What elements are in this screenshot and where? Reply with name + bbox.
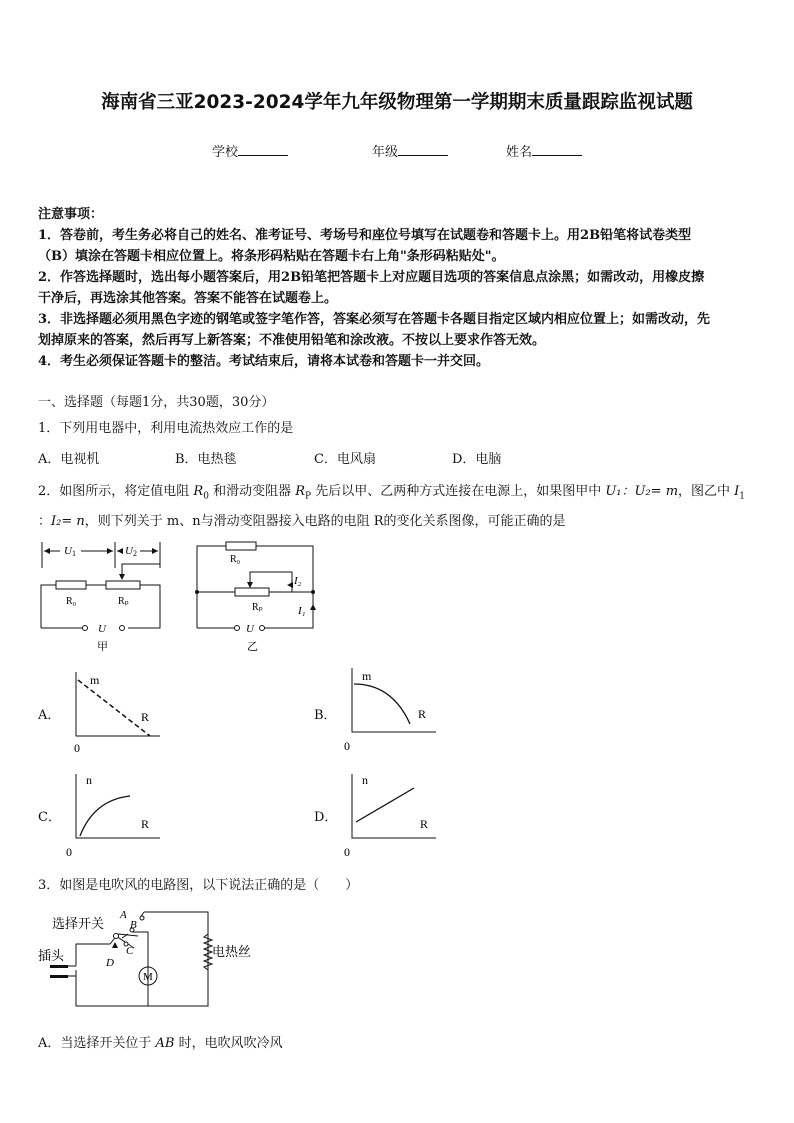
svg-text:U: U [246,623,254,635]
svg-text:选择开关: 选择开关 [52,916,105,931]
notice-line: 3．非选择题必须用黑色字迹的钢笔或签字笔作答，答案必须写在答题卡各题目指定区域内相应位置上；如需改动，先 [38,312,711,327]
question-3-stem: 3．如图是电吹风的电路图，以下说法正确的是（ ） [38,878,359,893]
svg-text:R: R [418,707,427,721]
svg-text:U: U [125,545,133,557]
svg-text:I₂: I₂ [294,575,302,587]
svg-text:1: 1 [72,549,76,558]
svg-text:m: m [362,669,372,683]
svg-text:R₀: R₀ [230,554,241,565]
svg-text:I₁: I₁ [298,605,306,617]
graph-c [64,770,174,858]
svg-text:U: U [98,623,106,635]
school-field: 学校 [212,141,288,160]
q2-option-d: D． [314,810,338,825]
svg-text:n: n [86,773,92,787]
q2-option-b: B． [314,708,337,723]
q2-option-c: C． [38,810,61,825]
q1-option-a: A．电视机 [38,452,100,467]
svg-text:Rₚ: Rₚ [252,602,263,613]
section-heading: 一、选择题（每题1分，共30题，30分） [38,395,275,410]
svg-text:U: U [64,545,72,557]
name-field: 姓名 [506,141,582,160]
svg-text:电热丝: 电热丝 [212,944,252,959]
grade-field: 年级 [372,141,448,160]
svg-text:m: m [90,673,100,687]
circuit-diagram-yi [190,538,320,656]
svg-text:A: A [120,909,127,921]
svg-text:M: M [143,971,153,983]
question-2-line2: ：I₂= n，则下列关于 m、n与滑动变阻器接入电路的电阻 R的变化关系图像，可能正确的是 [38,514,566,529]
svg-text:R: R [420,817,429,831]
question-2-line1: 2．如图所示，将定值电阻 $R_0$ 和滑动变阻器 $R_P$ 先后以甲、乙两种方式连接在电源上，如果图甲中 U₁：U₂= m，图乙中 $I_1$ [38,484,746,502]
notice-line: 干净后，再选涂其他答案。答案不能答在试题卷上。 [38,291,338,306]
q1-option-b: B．电热毯 [175,452,237,467]
hair-dryer-circuit [36,904,276,1016]
svg-text:R: R [141,710,150,724]
svg-text:D: D [106,957,114,969]
svg-text:插头: 插头 [38,948,65,963]
svg-text:甲: 甲 [97,641,108,653]
graph-d [340,770,450,858]
svg-text:Rₚ: Rₚ [118,596,129,607]
notice-line: 4．考生必须保证答题卡的整洁。考试结束后，请将本试卷和答题卡一并交回。 [38,354,490,369]
svg-text:R₀: R₀ [66,596,77,607]
graph-a [64,668,174,756]
svg-text:0: 0 [344,845,350,858]
svg-text:B: B [130,919,137,931]
svg-text:0: 0 [74,741,80,755]
svg-text:C: C [126,945,134,957]
graph-b [340,664,450,752]
q3-option-a: A．当选择开关位于 AB 时，电吹风吹冷风 [38,1036,283,1051]
q1-option-c: C．电风扇 [314,452,376,467]
circuit-diagram-jia [36,538,166,656]
notice-heading: 注意事项： [38,207,104,222]
svg-text:乙: 乙 [247,641,258,653]
q2-option-a: A． [38,708,61,723]
notice-line: 划掉原来的答案，然后再写上新答案；不准使用铅笔和涂改液。不按以上要求作答无效。 [38,333,546,348]
q1-option-d: D．电脑 [452,452,502,467]
svg-text:R: R [141,817,150,831]
svg-text:n: n [362,773,368,787]
svg-text:2: 2 [133,549,137,558]
notice-line: 2．作答选择题时，选出每小题答案后，用2B铅笔把答题卡上对应题目选项的答案信息点涂黑；如需改动，用橡皮擦 [38,270,705,285]
svg-text:0: 0 [66,845,72,858]
notice-line: 1．答卷前，考生务必将自己的姓名、准考证号、考场号和座位号填写在试题卷和答题卡上。用2B铅笔将试卷类型 [38,228,692,243]
question-1-stem: 1．下列用电器中，利用电流热效应工作的是 [38,421,294,436]
notice-line: （B）填涂在答题卡相应位置上。将条形码粘贴在答题卡右上角"条形码粘贴处"。 [38,249,505,264]
page-title: 海南省三亚2023-2024学年九年级物理第一学期期末质量跟踪监视试题 [101,92,693,113]
svg-text:0: 0 [344,739,350,752]
